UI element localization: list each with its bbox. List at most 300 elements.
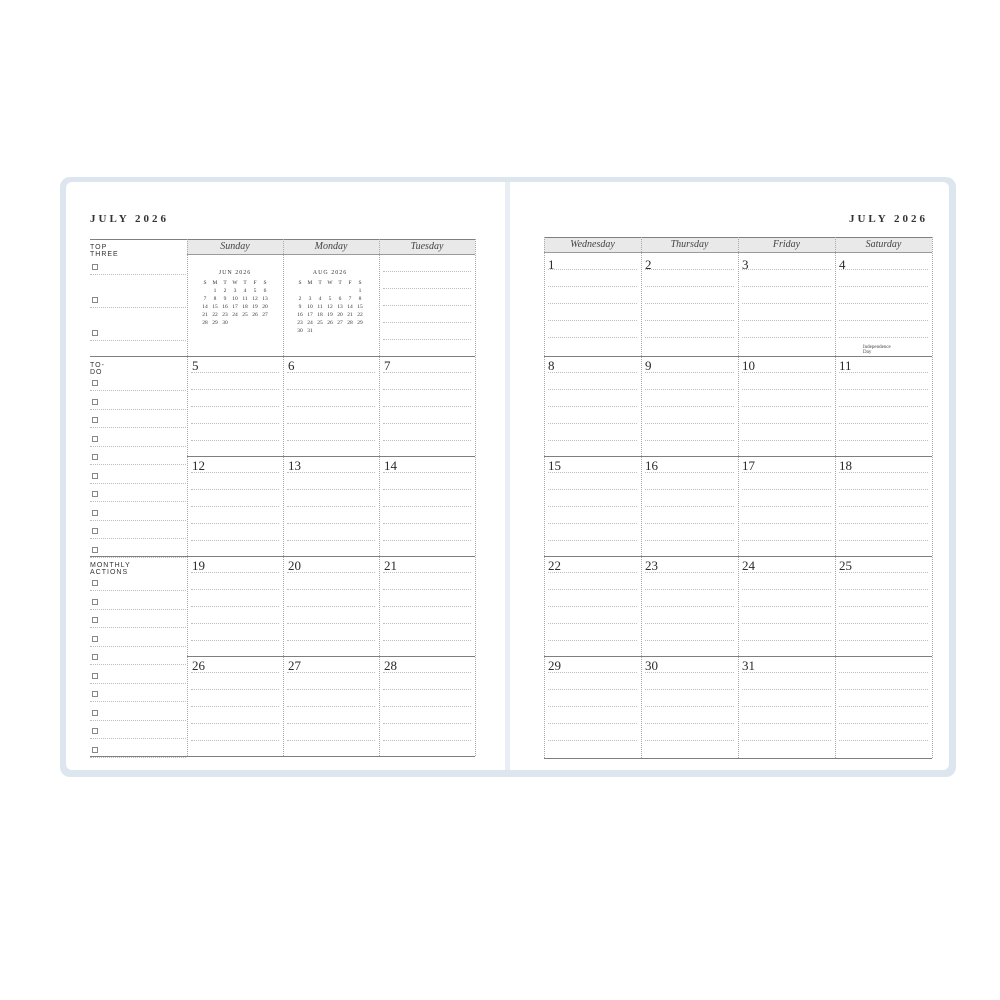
mini-day: 21 <box>202 312 208 318</box>
mini-day: 20 <box>337 312 343 318</box>
writing-line <box>287 640 375 641</box>
day-number: 14 <box>384 458 397 473</box>
weekday-header-wednesday: Wednesday <box>544 237 641 253</box>
writing-line <box>742 723 831 724</box>
writing-line <box>548 723 637 724</box>
writing-line <box>383 339 471 340</box>
checkbox[interactable] <box>92 599 98 605</box>
writing-line <box>548 640 637 641</box>
mini-day: 10 <box>232 296 238 302</box>
writing-line <box>548 540 637 541</box>
writing-line <box>548 303 637 304</box>
writing-line <box>839 286 928 287</box>
writing-line <box>645 506 734 507</box>
checkbox[interactable] <box>92 617 98 623</box>
mini-day: 23 <box>222 312 228 318</box>
checkbox[interactable] <box>92 436 98 442</box>
mini-day <box>345 327 355 335</box>
mini-day <box>250 319 260 327</box>
mini-day <box>325 327 335 335</box>
mini-day: 1 <box>213 288 217 294</box>
writing-line <box>645 572 734 573</box>
writing-line <box>191 372 279 373</box>
mini-day: 12 <box>327 304 333 310</box>
mini-calendar-title: AUG 2026 <box>312 270 348 276</box>
writing-line <box>383 423 471 424</box>
mini-day: 30 <box>222 320 228 326</box>
checkbox-line <box>90 390 186 391</box>
writing-line <box>839 269 928 270</box>
writing-line <box>191 606 279 607</box>
mini-weekday: T <box>223 280 227 286</box>
writing-line <box>287 506 375 507</box>
mini-day: 2 <box>223 288 227 294</box>
writing-line <box>742 406 831 407</box>
writing-line <box>645 689 734 690</box>
writing-line <box>645 472 734 473</box>
mini-day: 16 <box>297 312 303 318</box>
writing-line <box>839 606 928 607</box>
writing-line <box>742 320 831 321</box>
checkbox[interactable] <box>92 399 98 405</box>
writing-line <box>287 740 375 741</box>
writing-line <box>287 706 375 707</box>
writing-line <box>383 606 471 607</box>
writing-line <box>645 740 734 741</box>
mini-day <box>305 287 315 295</box>
checkbox-line <box>90 427 186 428</box>
weekday-header-monday: Monday <box>283 239 379 255</box>
section-label-top-three: TOP THREE <box>90 244 119 258</box>
day-number: 30 <box>645 658 658 673</box>
writing-line <box>383 406 471 407</box>
day-number: 11 <box>839 358 852 373</box>
writing-line <box>742 572 831 573</box>
checkbox[interactable] <box>92 710 98 716</box>
writing-line <box>839 489 928 490</box>
mini-day: 15 <box>357 304 363 310</box>
day-number: 3 <box>742 257 749 272</box>
writing-line <box>548 489 637 490</box>
writing-line <box>191 706 279 707</box>
writing-line <box>383 540 471 541</box>
writing-line <box>548 572 637 573</box>
mini-day: 8 <box>213 296 217 302</box>
writing-line <box>742 606 831 607</box>
writing-line <box>383 489 471 490</box>
writing-line <box>645 303 734 304</box>
writing-line <box>383 440 471 441</box>
left-week-rule <box>187 656 475 657</box>
checkbox-line <box>90 664 186 665</box>
mini-weekday: W <box>327 280 333 286</box>
writing-line <box>645 523 734 524</box>
writing-line <box>287 423 375 424</box>
writing-line <box>191 623 279 624</box>
writing-line <box>287 523 375 524</box>
checkbox-line <box>90 646 186 647</box>
left-month-title: JULY 2026 <box>90 213 170 225</box>
day-number: 15 <box>548 458 561 473</box>
writing-line <box>742 269 831 270</box>
mini-day: 10 <box>307 304 313 310</box>
writing-line <box>548 320 637 321</box>
writing-line <box>287 489 375 490</box>
writing-line <box>548 589 637 590</box>
writing-line <box>548 372 637 373</box>
writing-line <box>191 640 279 641</box>
mini-day: 5 <box>253 288 257 294</box>
writing-line <box>645 706 734 707</box>
day-number: 18 <box>839 458 852 473</box>
writing-line <box>645 337 734 338</box>
mini-day: 20 <box>262 304 268 310</box>
mini-day: 18 <box>317 312 323 318</box>
mini-calendar-table <box>295 279 365 335</box>
writing-line <box>287 372 375 373</box>
mini-day: 4 <box>243 288 247 294</box>
mini-calendar-aug-2026 <box>291 270 369 335</box>
mini-day: 9 <box>298 304 302 310</box>
mini-weekday: T <box>318 280 322 286</box>
checkbox[interactable] <box>92 380 98 386</box>
writing-line <box>191 440 279 441</box>
writing-line <box>645 672 734 673</box>
mini-day: 21 <box>347 312 353 318</box>
writing-line <box>383 706 471 707</box>
section-label-todo: TO-DO <box>90 362 105 376</box>
mini-day: 28 <box>347 320 353 326</box>
checkbox-line <box>90 720 186 721</box>
mini-weekday: W <box>232 280 238 286</box>
weekday-header-friday: Friday <box>738 237 835 253</box>
writing-line <box>383 723 471 724</box>
day-number: 8 <box>548 358 555 373</box>
day-number: 7 <box>384 358 391 373</box>
checkbox-line <box>90 520 186 521</box>
writing-line <box>548 740 637 741</box>
mini-day: 6 <box>338 296 342 302</box>
mini-weekday: T <box>338 280 342 286</box>
mini-weekday: F <box>253 280 257 286</box>
checkbox[interactable] <box>92 473 98 479</box>
mini-day: 2 <box>298 296 302 302</box>
writing-line <box>742 706 831 707</box>
writing-line <box>548 706 637 707</box>
writing-line <box>548 269 637 270</box>
checkbox[interactable] <box>92 330 98 336</box>
mini-day: 11 <box>242 296 248 302</box>
checkbox-line <box>90 446 186 447</box>
mini-day: 11 <box>317 304 323 310</box>
checkbox[interactable] <box>92 297 98 303</box>
mini-day: 15 <box>212 304 218 310</box>
mini-day <box>335 327 345 335</box>
writing-line <box>742 337 831 338</box>
mini-day: 31 <box>307 328 313 334</box>
mini-day: 19 <box>252 304 258 310</box>
writing-line <box>383 389 471 390</box>
mini-day: 4 <box>318 296 322 302</box>
checkbox-line <box>90 538 186 539</box>
day-number: 1 <box>548 257 555 272</box>
mini-day: 6 <box>263 288 267 294</box>
day-number: 31 <box>742 658 755 673</box>
checkbox[interactable] <box>92 654 98 660</box>
mini-weekday: S <box>263 280 267 286</box>
mini-calendar-jun-2026 <box>196 270 274 327</box>
mini-day: 18 <box>242 304 248 310</box>
day-number: 19 <box>192 558 205 573</box>
writing-line <box>645 623 734 624</box>
mini-day: 28 <box>202 320 208 326</box>
writing-line <box>742 489 831 490</box>
writing-line <box>548 523 637 524</box>
weekday-header-thursday: Thursday <box>641 237 738 253</box>
mini-day <box>260 319 270 327</box>
checkbox-line <box>90 627 186 628</box>
writing-line <box>742 423 831 424</box>
mini-day: 29 <box>357 320 363 326</box>
mini-day: 22 <box>212 312 218 318</box>
writing-line <box>839 372 928 373</box>
writing-line <box>548 472 637 473</box>
writing-line <box>383 640 471 641</box>
right-month-title: JULY 2026 <box>848 213 928 225</box>
writing-line <box>839 389 928 390</box>
writing-line <box>287 623 375 624</box>
planner-spread <box>60 177 956 777</box>
right-page <box>510 182 949 770</box>
writing-line <box>742 372 831 373</box>
writing-line <box>548 406 637 407</box>
section-rule <box>90 356 186 357</box>
writing-line <box>742 303 831 304</box>
writing-line <box>742 506 831 507</box>
mini-day <box>230 319 240 327</box>
column-divider <box>932 237 933 758</box>
mini-day: 25 <box>242 312 248 318</box>
mini-day <box>240 319 250 327</box>
writing-line <box>191 389 279 390</box>
mini-day <box>345 287 355 295</box>
day-number: 4 <box>839 257 846 272</box>
writing-line <box>645 406 734 407</box>
writing-line <box>742 286 831 287</box>
writing-line <box>191 523 279 524</box>
mini-day: 29 <box>212 320 218 326</box>
checkbox[interactable] <box>92 510 98 516</box>
writing-line <box>742 640 831 641</box>
day-number: 23 <box>645 558 658 573</box>
mini-day: 27 <box>262 312 268 318</box>
writing-line <box>645 640 734 641</box>
writing-line <box>548 506 637 507</box>
mini-day <box>200 287 210 295</box>
writing-line <box>645 723 734 724</box>
writing-line <box>645 269 734 270</box>
mini-day: 24 <box>232 312 238 318</box>
checkbox-line <box>90 683 186 684</box>
mini-day: 17 <box>232 304 238 310</box>
writing-line <box>548 440 637 441</box>
writing-line <box>839 572 928 573</box>
checkbox-line <box>90 590 186 591</box>
column-divider <box>379 239 380 756</box>
mini-day <box>355 327 365 335</box>
writing-line <box>287 540 375 541</box>
writing-line <box>548 672 637 673</box>
mini-day <box>325 287 335 295</box>
day-number: 9 <box>645 358 652 373</box>
writing-line <box>839 623 928 624</box>
section-label-monthly-actions: MONTHLY ACTIONS <box>90 562 131 576</box>
day-number: 6 <box>288 358 295 373</box>
mini-day: 1 <box>358 288 362 294</box>
day-number: 27 <box>288 658 301 673</box>
mini-day: 26 <box>252 312 258 318</box>
writing-line <box>191 723 279 724</box>
checkbox[interactable] <box>92 454 98 460</box>
writing-line <box>742 689 831 690</box>
checkbox-line <box>90 409 186 410</box>
mini-weekday: M <box>212 280 218 286</box>
writing-line <box>839 506 928 507</box>
day-number: 16 <box>645 458 658 473</box>
writing-line <box>287 389 375 390</box>
mini-day: 14 <box>347 304 353 310</box>
day-number: 25 <box>839 558 852 573</box>
writing-line <box>839 303 928 304</box>
checkbox[interactable] <box>92 528 98 534</box>
mini-day: 14 <box>202 304 208 310</box>
mini-day: 7 <box>348 296 352 302</box>
writing-line <box>645 286 734 287</box>
day-number: 2 <box>645 257 652 272</box>
writing-line <box>383 506 471 507</box>
checkbox-line <box>90 557 186 558</box>
writing-line <box>383 589 471 590</box>
mini-day: 3 <box>233 288 237 294</box>
writing-line <box>645 320 734 321</box>
mini-weekday: S <box>203 280 207 286</box>
day-number: 12 <box>192 458 205 473</box>
mini-day: 9 <box>223 296 227 302</box>
writing-line <box>645 440 734 441</box>
writing-line <box>742 540 831 541</box>
checkbox[interactable] <box>92 264 98 270</box>
mini-day: 13 <box>337 304 343 310</box>
writing-line <box>383 740 471 741</box>
mini-day <box>295 287 305 295</box>
checkbox-line <box>90 340 186 341</box>
column-divider <box>283 239 284 756</box>
mini-day: 16 <box>222 304 228 310</box>
writing-line <box>839 723 928 724</box>
day-number: 22 <box>548 558 561 573</box>
checkbox[interactable] <box>92 580 98 586</box>
mini-day: 7 <box>203 296 207 302</box>
day-number: 26 <box>192 658 205 673</box>
writing-line <box>383 305 471 306</box>
writing-line <box>742 440 831 441</box>
checkbox-line <box>90 483 186 484</box>
writing-line <box>839 689 928 690</box>
writing-line <box>839 320 928 321</box>
writing-line <box>839 640 928 641</box>
writing-line <box>548 606 637 607</box>
day-number: 10 <box>742 358 755 373</box>
mini-day: 13 <box>262 296 268 302</box>
checkbox-line <box>90 501 186 502</box>
day-number: 24 <box>742 558 755 573</box>
writing-line <box>839 337 928 338</box>
writing-line <box>548 337 637 338</box>
checkbox[interactable] <box>92 728 98 734</box>
checkbox[interactable] <box>92 547 98 553</box>
writing-line <box>548 623 637 624</box>
writing-line <box>742 623 831 624</box>
mini-calendar-title: JUN 2026 <box>218 270 252 276</box>
writing-line <box>191 406 279 407</box>
day-number: 28 <box>384 658 397 673</box>
writing-line <box>287 606 375 607</box>
checkbox[interactable] <box>92 673 98 679</box>
day-number: 21 <box>384 558 397 573</box>
holiday-label: Independence Day <box>863 345 891 355</box>
checkbox[interactable] <box>92 491 98 497</box>
writing-line <box>839 523 928 524</box>
writing-line <box>742 389 831 390</box>
column-divider <box>738 237 739 758</box>
checkbox-line <box>90 274 186 275</box>
writing-line <box>839 589 928 590</box>
mini-day: 17 <box>307 312 313 318</box>
writing-line <box>548 423 637 424</box>
checkbox[interactable] <box>92 747 98 753</box>
mini-day: 12 <box>252 296 258 302</box>
checkbox-line <box>90 609 186 610</box>
writing-line <box>383 322 471 323</box>
mini-day: 26 <box>327 320 333 326</box>
mini-day <box>315 287 325 295</box>
left-page <box>66 182 505 770</box>
writing-line <box>287 723 375 724</box>
writing-line <box>383 523 471 524</box>
checkbox[interactable] <box>92 636 98 642</box>
day-number: 17 <box>742 458 755 473</box>
writing-line <box>645 372 734 373</box>
writing-line <box>839 540 928 541</box>
mini-day: 19 <box>327 312 333 318</box>
writing-line <box>191 506 279 507</box>
writing-line <box>191 489 279 490</box>
checkbox[interactable] <box>92 417 98 423</box>
writing-line <box>839 472 928 473</box>
writing-line <box>645 489 734 490</box>
column-divider <box>475 239 476 756</box>
weekday-header-sunday: Sunday <box>187 239 283 255</box>
mini-weekday: F <box>348 280 352 286</box>
column-divider <box>187 239 188 756</box>
mini-day: 30 <box>297 328 303 334</box>
mini-calendar-table <box>200 279 270 327</box>
mini-day: 24 <box>307 320 313 326</box>
writing-line <box>742 472 831 473</box>
mini-weekday: S <box>358 280 362 286</box>
checkbox[interactable] <box>92 691 98 697</box>
writing-line <box>383 271 471 272</box>
